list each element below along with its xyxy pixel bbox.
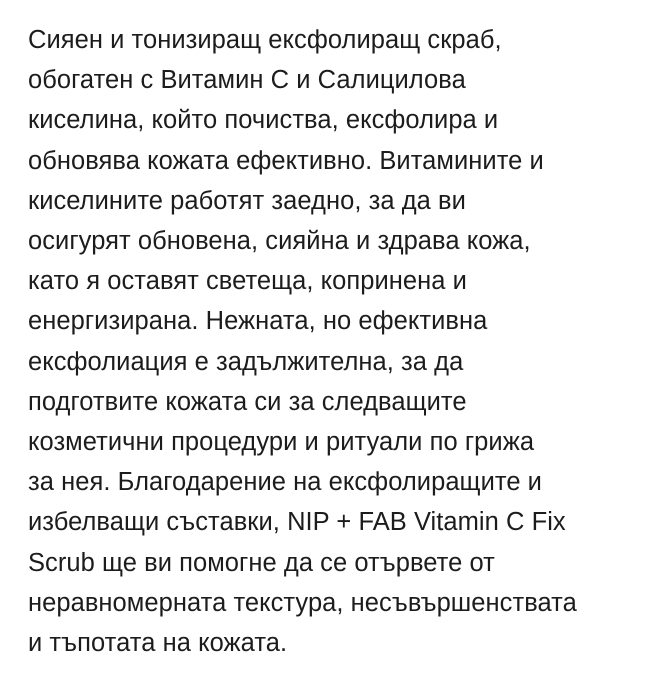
description-line: обогатен с Витамин С и Салицилова xyxy=(28,66,466,95)
description-line: енергизирана. Нежната, но ефективна xyxy=(28,307,488,336)
description-line: ексфолиация е задължителна, за да xyxy=(28,347,464,376)
description-line: Scrub ще ви помогне да се отървете от xyxy=(28,548,495,577)
description-line: козметични процедури и ритуали по грижа xyxy=(28,428,535,457)
description-line: като я оставят светеща, копринена и xyxy=(28,267,467,296)
description-line: киселините работят заедно, за да ви xyxy=(28,186,466,215)
description-line: киселина, който почиства, ексфолира и xyxy=(28,106,499,135)
description-line: осигурят обновена, сияйна и здрава кожа, xyxy=(28,227,531,256)
description-line: за нея. Благодарение на ексфолиращите и xyxy=(28,468,542,497)
description-line: подготвите кожата си за следващите xyxy=(28,387,467,416)
description-line: неравномерната текстура, несъвършенствата xyxy=(28,588,577,617)
description-line: Сияен и тонизиращ ексфолиращ скраб, xyxy=(28,26,502,54)
description-line: обновява кожата ефективно. Витамините и xyxy=(28,146,544,175)
product-description xyxy=(28,20,628,663)
description-line: и тъпотата на кожата. xyxy=(28,629,288,658)
description-line: избелващи съставки, NIP + FAB Vitamin C Fix xyxy=(28,508,566,537)
